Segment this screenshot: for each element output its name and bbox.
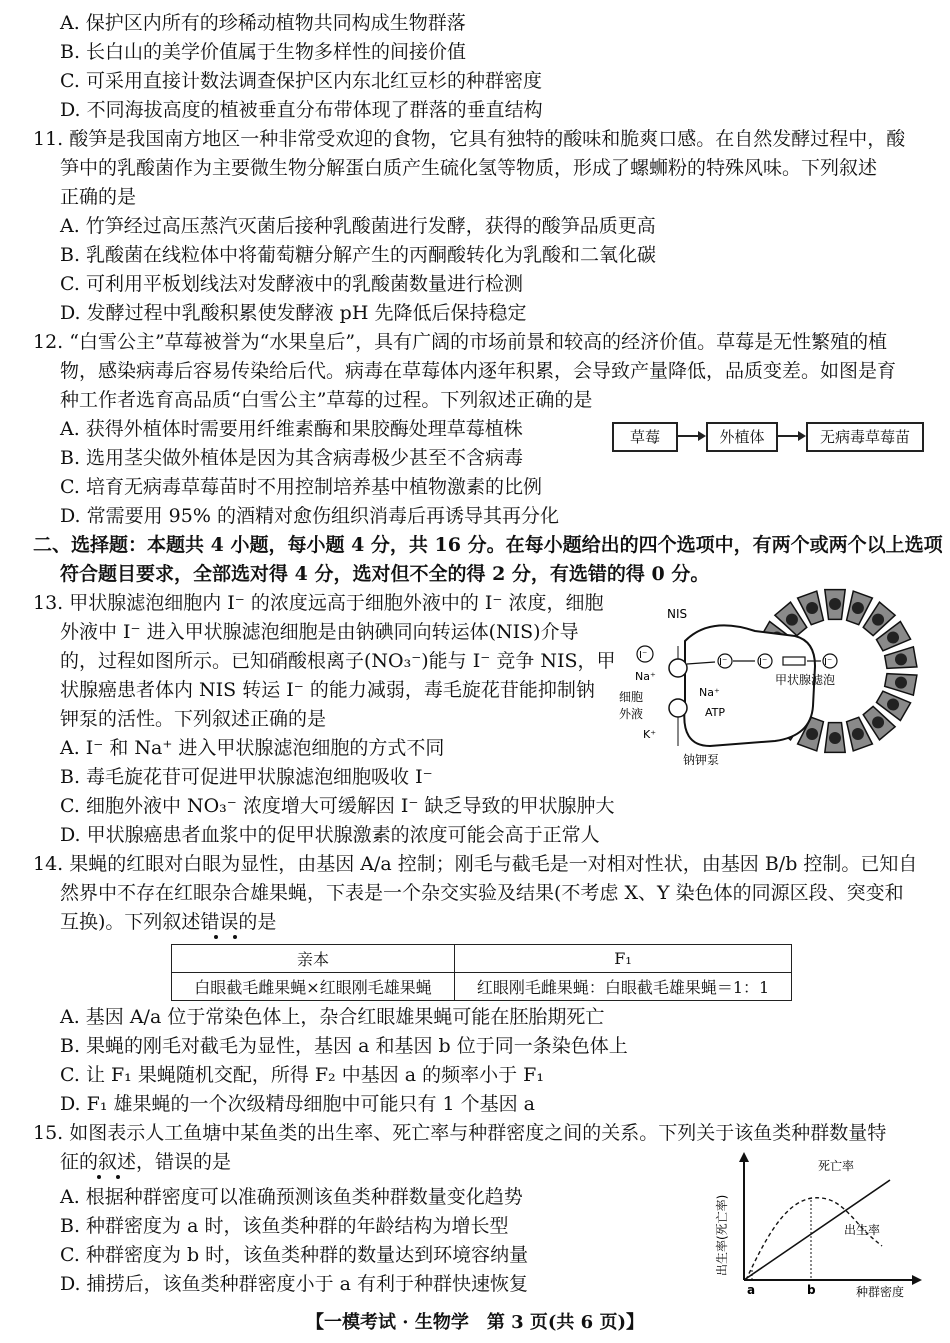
nis-figure <box>615 586 925 776</box>
q11-option-a: A. 竹笋经过高压蒸汽灭菌后接种乳酸菌进行发酵，获得的酸笋品质更高 <box>60 215 656 237</box>
nis-label: NIS <box>667 607 688 621</box>
legend-birth-rate: 出生率 <box>844 1223 881 1237</box>
q13-stem-1: 13. 甲状腺滤泡细胞内 I⁻ 的浓度远高于细胞外液中的 I⁻ 浓度，细胞 <box>33 592 604 614</box>
iodide-label-transport: I⁻ <box>759 657 768 668</box>
follicle-nucleus <box>872 614 884 626</box>
q14-stem-2: 然界中不存在红眼杂合雄果蝇，下表是一个杂交实验及结果(不考虑 X、Y 染色体的同源区段、突变和 <box>60 882 904 904</box>
legend-death-rate: 死亡率 <box>818 1159 855 1173</box>
q10-option-c: C. 可采用直接计数法调查保护区内东北红豆杉的种群密度 <box>60 70 542 92</box>
series-birth-rate <box>746 1198 882 1280</box>
tick-label-b: b <box>807 1283 816 1297</box>
follicle-nucleus <box>872 716 884 728</box>
table-row <box>172 973 792 1001</box>
nis-transporter <box>669 659 687 677</box>
iodide-label-lumen: I⁻ <box>824 657 833 668</box>
q11-option-b: B. 乳酸菌在线粒体中将葡萄糖分解产生的丙酮酸转化为乳酸和二氧化碳 <box>60 244 657 266</box>
q12-stem-2: 物，感染病毒后容易传染给后代。病毒在草莓体内逐年积累，会导致产量降低，品质变差。如图是育 <box>60 360 897 382</box>
ecf-label-2: 外液 <box>619 707 644 721</box>
table-cell-f1: 红眼刚毛雌果蝇：白眼截毛雄果蝇＝1：1 <box>455 973 792 1001</box>
emphasis-dot <box>233 935 237 939</box>
q13-option-d: D. 甲状腺癌患者血浆中的促甲状腺激素的浓度可能会高于正常人 <box>60 824 600 846</box>
q12-option-b: B. 选用茎尖做外植体是因为其含病毒极少甚至不含病毒 <box>60 447 524 469</box>
x-axis-label: 种群密度 <box>856 1285 905 1299</box>
emphasis-dot <box>214 935 218 939</box>
q14-stem-1: 14. 果蝇的红眼对白眼为显性，由基因 A/a 控制；刚毛与截毛是一对相对性状，由基因 B/b 控制。已知自 <box>33 853 918 875</box>
follicle-nucleus <box>852 728 864 740</box>
q15-stem-2: 征的叙述，错误的是 <box>60 1151 232 1173</box>
q14-stem-3: 互换)。下列叙述错误的是 <box>60 911 277 933</box>
q15-option-c: C. 种群密度为 b 时，该鱼类种群的数量达到环境容纳量 <box>60 1244 529 1266</box>
ecf-label-1: 细胞 <box>619 690 644 704</box>
flow-box-seedling: 无病毒草莓苗 <box>806 422 924 452</box>
follicle-label: 甲状腺滤泡 <box>775 673 836 687</box>
birth-death-chart <box>700 1150 930 1300</box>
follicle-nucleus <box>806 602 818 614</box>
q14-option-a: A. 基因 A/a 位于常染色体上，杂合红眼雄果蝇可能在胚胎期死亡 <box>60 1006 605 1028</box>
q13-option-a: A. I⁻ 和 Na⁺ 进入甲状腺滤泡细胞的方式不同 <box>60 737 445 759</box>
emphasis-dot <box>97 1175 101 1179</box>
follicle-nucleus <box>829 732 841 744</box>
flow-box-strawberry: 草莓 <box>612 422 678 452</box>
q10-option-a: A. 保护区内所有的珍稀动植物共同构成生物群落 <box>60 12 466 34</box>
q13-stem-3: 的，过程如图所示。已知硝酸根离子(NO₃⁻)能与 I⁻ 竞争 NIS，甲 <box>60 650 616 672</box>
na-label-inside: Na⁺ <box>699 686 720 699</box>
table-cell-parent: 白眼截毛雌果蝇×红眼刚毛雄果蝇 <box>172 973 455 1001</box>
q13-option-c: C. 细胞外液中 NO₃⁻ 浓度增大可缓解因 I⁻ 缺乏导致的甲状腺肿大 <box>60 795 615 817</box>
q15-option-a: A. 根据种群密度可以准确预测该鱼类种群数量变化趋势 <box>60 1186 523 1208</box>
q12-stem-1: 12. “白雪公主”草莓被誉为“水果皇后”，具有广阔的市场前景和较高的经济价值。草莓是无性繁殖的植 <box>33 331 888 353</box>
page-footer: 【一模考试 · 生物学 第 3 页(共 6 页)】 <box>306 1312 644 1333</box>
flow-arrows <box>676 428 806 448</box>
q12-option-c: C. 培育无病毒草莓苗时不用控制培养基中植物激素的比例 <box>60 476 542 498</box>
atp-label: ATP <box>705 706 726 719</box>
q11-stem-2: 笋中的乳酸菌作为主要微生物分解蛋白质产生硫化氢等物质，形成了螺蛳粉的特殊风味。下列叙述 <box>60 157 878 179</box>
q14-option-c: C. 让 F₁ 果蝇随机交配，所得 F₂ 中基因 a 的频率小于 F₁ <box>60 1064 544 1086</box>
follicle-nucleus <box>895 677 907 689</box>
q12-stem-3: 种工作者选育高品质“白雪公主”草莓的过程。下列叙述正确的是 <box>60 389 593 411</box>
q15-stem-1: 15. 如图表示人工鱼塘中某鱼类的出生率、死亡率与种群密度之间的关系。下列关于该鱼类种群数量特 <box>33 1122 887 1144</box>
q11-option-d: D. 发酵过程中乳酸积累使发酵液 pH 先降低后保持稳定 <box>60 302 527 324</box>
table-header-row <box>172 945 792 973</box>
k-label: K⁺ <box>643 728 657 741</box>
q11-option-c: C. 可利用平板划线法对发酵液中的乳酸菌数量进行检测 <box>60 273 523 295</box>
q15-option-b: B. 种群密度为 a 时，该鱼类种群的年龄结构为增长型 <box>60 1215 509 1237</box>
q13-option-b: B. 毒毛旋花苷可促进甲状腺滤泡细胞吸收 I⁻ <box>60 766 433 788</box>
channel <box>783 657 805 665</box>
section2-heading-1: 二、选择题：本题共 4 小题，每小题 4 分，共 16 分。在每小题给出的四个选项中，有两个或两个以上选项 <box>33 534 943 556</box>
iodide-label-cell: I⁻ <box>719 657 728 668</box>
cross-table <box>171 944 792 1001</box>
y-axis-arrow <box>739 1152 749 1162</box>
q11-stem-3: 正确的是 <box>60 186 137 208</box>
q15-option-d: D. 捕捞后，该鱼类种群密度小于 a 有利于种群快速恢复 <box>60 1273 529 1295</box>
table-header-parent: 亲本 <box>172 945 455 973</box>
follicle-nucleus <box>786 614 798 626</box>
q12-option-a: A. 获得外植体时需要用纤维素酶和果胶酶处理草莓植株 <box>60 418 523 440</box>
section2-heading-2: 符合题目要求，全部选对得 4 分，选对但不全的得 2 分，有选错的得 0 分。 <box>60 563 710 585</box>
nak-pump <box>669 699 687 717</box>
follicle-nucleus <box>895 653 907 665</box>
follicle-nucleus <box>887 632 899 644</box>
q12-option-d: D. 常需要用 95% 的酒精对愈伤组织消毒后再诱导其再分化 <box>60 505 559 527</box>
na-label-outside: Na⁺ <box>635 670 656 683</box>
q13-stem-5: 钾泵的活性。下列叙述正确的是 <box>60 708 327 730</box>
flow-arrowhead-1 <box>698 431 706 441</box>
follicle-nucleus <box>852 602 864 614</box>
y-axis-label: 出生率(死亡率) <box>715 1194 729 1276</box>
q13-stem-2: 外液中 I⁻ 进入甲状腺滤泡细胞是由钠碘同向转运体(NIS)介导 <box>60 621 579 643</box>
q11-stem-1: 11. 酸笋是我国南方地区一种非常受欢迎的食物，它具有独特的酸味和脆爽口感。在自然发酵过程中，酸 <box>33 128 906 150</box>
table-header-f1: F₁ <box>455 945 792 973</box>
q10-option-b: B. 长白山的美学价值属于生物多样性的间接价值 <box>60 41 467 63</box>
q14-option-d: D. F₁ 雄果蝇的一个次级精母细胞中可能只有 1 个基因 a <box>60 1093 536 1115</box>
tick-label-a: a <box>747 1283 756 1297</box>
follicle-nucleus <box>829 598 841 610</box>
q13-stem-4: 状腺癌患者体内 NIS 转运 I⁻ 的能力减弱，毒毛旋花苷能抑制钠 <box>60 679 595 701</box>
q10-option-d: D. 不同海拔高度的植被垂直分布带体现了群落的垂直结构 <box>60 99 543 121</box>
x-axis-arrow <box>912 1275 922 1285</box>
follicle-nucleus <box>806 728 818 740</box>
flow-box-explant: 外植体 <box>706 422 778 452</box>
pump-label: 钠钾泵 <box>683 753 720 767</box>
q14-option-b: B. 果蝇的刚毛对截毛为显性，基因 a 和基因 b 位于同一条染色体上 <box>60 1035 628 1057</box>
emphasis-dot <box>116 1175 120 1179</box>
flow-arrowhead-2 <box>798 431 806 441</box>
iodide-label-outside: I⁻ <box>639 650 648 661</box>
follicle-nucleus <box>887 699 899 711</box>
